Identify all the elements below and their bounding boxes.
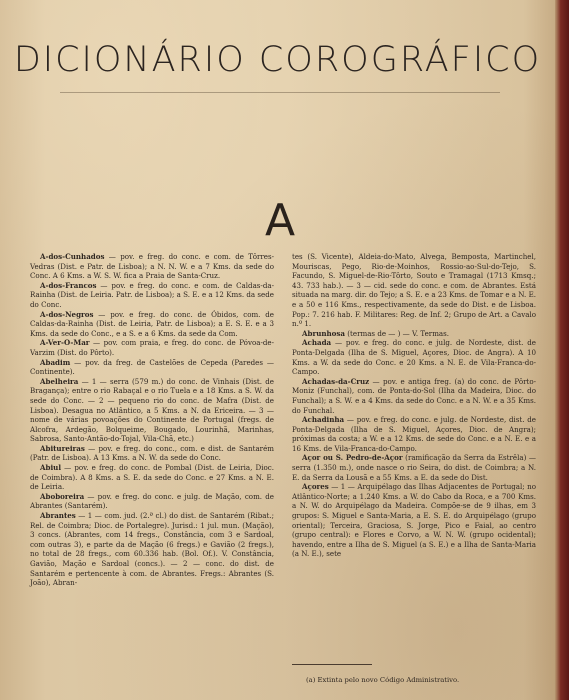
dictionary-entry — [30, 444, 274, 463]
dictionary-entry — [292, 453, 536, 482]
entry-text: — pov. da freg. de Castelões de Cepeda (Paredes — Continente). — [30, 357, 274, 377]
dictionary-entry — [30, 252, 274, 281]
dictionary-entry — [30, 338, 274, 357]
dictionary-entry — [292, 252, 536, 329]
dictionary-entry — [30, 463, 274, 492]
entry-text: — pov. com praia, e freg. do conc. de Póvoa-de-Varzim (Dist. do Pôrto). — [30, 338, 274, 357]
entry-text: — 1 — Arquipélago das Ilhas Adjacentes de Portugal; no Atlântico-Norte; a 1.240 Kms. a W. do Cabo da Roca, e a 700 Kms. a N. W. do Arquipélago da Madeira. Compõe-se de 9 ilhas, em 3 grupos: S. Miguel e Santa-Maria, a E. S. E. do Arquipélago (grupo oriental); Terceira, Graciosa, S. Jorge, Pico e Faial, ao centro (grupo central): e Flores e Corvo, a W. N. W. (grupo ocidental); havendo, entre a Ilha de S. Miguel (a S. E.) e a Ilha de Santa-Maria (a N. E.), sete — [292, 482, 536, 559]
dictionary-entry — [30, 310, 274, 339]
entry-text: tes (S. Vicente), Aldeia-do-Mato, Alvega, Bemposta, Martinchel, Mouriscas, Pego, Rio-de-Moinhos, Rossio-ao-Sul-do-Tejo, S. Facundo, S. Miguel-de-Rio-Tôrto, Souto e Tramagal (1713 Kmsq.; 43. 733 hab.). — 3 — cid. sede do conc. e com. de Abrantes. Está situada na marg. dir. do Tejo; a S. E. e a 23 Kms. de Tomar e a N. E. e a 50 e 116 Kms., respectivamente, da sede do Dist. e de Lisboa. Pop.: 7. 216 hab. F. Militares: Reg. de Inf. 2; Grupo de Art. a Cavalo n.º 1. — [292, 252, 536, 329]
dictionary-entry — [30, 281, 274, 310]
entry-text: (ramificação da Serra da Estrêla) — serra (1.350 m.), onde nasce o rio Seira, do dist. de Coimbra; a N. E. da Serra da Lousã e a 55 Kms. a E. da sede do Dist. — [292, 453, 537, 482]
entry-text: — pov. e freg. do conc. e com. de Tôrres-Vedras (Dist. e Patr. de Lisboa); a N. N. W. e a 7 Kms. da sede do Conc. A 6 Kms. a W. S. W. fica a Praia de Santa-Cruz. — [30, 252, 274, 281]
entry-headword: A-Ver-O-Mar — [40, 338, 90, 348]
entry-text: — pov. e freg. do conc. e julg. de Nordeste, dist. de Ponta-Delgada (Ilha de S. Miguel, Açores, Dioc. de Angra); próximas da costa; a W. e a 12 Kms. de sede do Conc. e a N. E. e a 16 Kms. de Vila-Franca-do-Campo. — [292, 415, 536, 453]
footnote: (a) Extinta pelo novo Código Administrativo. — [306, 676, 460, 684]
entry-text: — pov. e freg. do conc. e julg. de Nordeste, dist. de Ponta-Delgada (Ilha de S. Miguel, Açores, Dioc. de Angra). A 10 Kms. a W. da sede do Conc. e 20 Kms. a N. E. de Vila-Franca-do-Campo. — [292, 338, 536, 377]
title-divider — [60, 92, 500, 93]
entry-headword: Abadim — [40, 357, 71, 367]
entry-headword: Aboboreira — [40, 491, 85, 501]
entry-headword: Abrunhosa — [302, 328, 345, 338]
dictionary-entry — [292, 329, 536, 339]
left-column — [30, 252, 274, 588]
entry-text: — 1 — serra (579 m.) do conc. de Vinhais (Dist. de Bragança); entre o rio Rabaçal e o rio Tuela e a 18 Kms. a S. W. da sede do Conc. — 2 — pequeno rio do conc. de Mafra (Dist. de Lisboa). Desagua no Atlântico, a 5 Kms. a N. da Ericeira. — 3 — nome de várias povoações do Continente de Portugal (fregs. de Alcofra, Ardegão, Bolqueime, Bougado, Lourinhã, Marinhas, Sabrosa, Santo-Antão-do-Tojal, Vila-Chã, etc.) — [30, 376, 274, 444]
entry-text: — pov. e freg. do conc. de Pombal (Dist. de Leiria, Dioc. de Coimbra). A 8 Kms. a S. E. da sede do Conc. e 27 Kms. a N. E. de Leiria. — [30, 463, 274, 492]
entry-text: — pov. e antiga freg. (a) do conc. de Pôrto-Moniz (Funchal), com. de Ponta-do-Sol (Ilha da Madeira, Dioc. do Funchal); a S. W. e a 4 Kms. da sede do Conc. e a N. W. e a 35 Kms. do Funchal. — [292, 376, 536, 415]
entry-headword: Achada — [302, 338, 332, 348]
entry-headword: Abelheira — [40, 376, 79, 386]
entry-headword: A-dos-Cunhados — [40, 252, 105, 261]
entry-headword: Achadinha — [302, 415, 345, 425]
dictionary-entry — [30, 358, 274, 377]
section-letter: A — [264, 195, 296, 246]
entry-text: — pov. e freg. do conc. de Óbidos, com. de Caldas-da-Rainha (Dist. de Leiria, Patr. de Lisboa); a E. S. E. e a 3 Kms. da sede do Conc., e a S. e a 6 Kms. da sede da Com. — [30, 309, 274, 338]
book-spine — [555, 0, 569, 700]
entry-headword: A-dos-Francos — [40, 280, 97, 290]
footnote-divider — [292, 664, 372, 665]
dictionary-entry — [292, 377, 536, 415]
dictionary-entry — [30, 492, 274, 511]
entry-text: — 1 — com. jud. (2.ª cl.) do dist. de Santarém (Ribat.; Rel. de Coimbra; Dioc. de Portalegre). Jurisd.: 1 jul. mun. (Mação), 3 concs. (Abrantes, com 14 fregs., Constância, com 3 e Sardoal, com outras 3), e parte da de Mação (6 fregs.) e Gavião (2 fregs.), no total de 28 fregs., com 60.336 hab. (Bol. Of.). V. Constância, Gavião, Mação e Sardoal (concs.). — 2 — conc. do dist. de Santarém e pertencente à com. de Abrantes. Fregs.: Abrantes (S. João), Abran- — [30, 511, 274, 588]
entry-text: — pov. e freg. do conc., com. e dist. de Santarém (Patr. de Lisboa). A 13 Kms. a N. W. da sede do Conc. — [30, 443, 274, 463]
entry-headword: Abitureiras — [40, 443, 85, 453]
dictionary-entry — [30, 511, 274, 588]
entry-text: (termas de — ) — V. Termas. — [345, 328, 450, 338]
entry-headword: Abrantes — [40, 511, 76, 521]
dictionary-entry — [292, 482, 536, 559]
entry-text: — pov. e freg. do conc. e julg. de Mação, com. de Abrantes (Santarém). — [30, 491, 274, 511]
page-title: DICIONÁRIO COROGRÁFICO — [13, 40, 542, 80]
entry-headword: Açores — [302, 482, 329, 492]
entries-columns — [30, 252, 538, 692]
entry-text: — pov. e freg. do conc. e com. de Caldas-da-Rainha (Dist. de Leiria. Patr. de Lisboa); a S. E. e a 12 Kms. da sede do Conc. — [30, 280, 274, 309]
dictionary-entry — [292, 415, 536, 453]
dictionary-entry — [30, 377, 274, 444]
right-column — [292, 252, 536, 559]
entry-headword: Açor ou S. Pedro-de-Açor — [302, 453, 403, 463]
entry-headword: Abiul — [40, 463, 62, 473]
entry-headword: Achadas-da-Cruz — [302, 376, 370, 386]
entry-headword: A-dos-Negros — [40, 309, 94, 319]
dictionary-entry — [292, 338, 536, 376]
